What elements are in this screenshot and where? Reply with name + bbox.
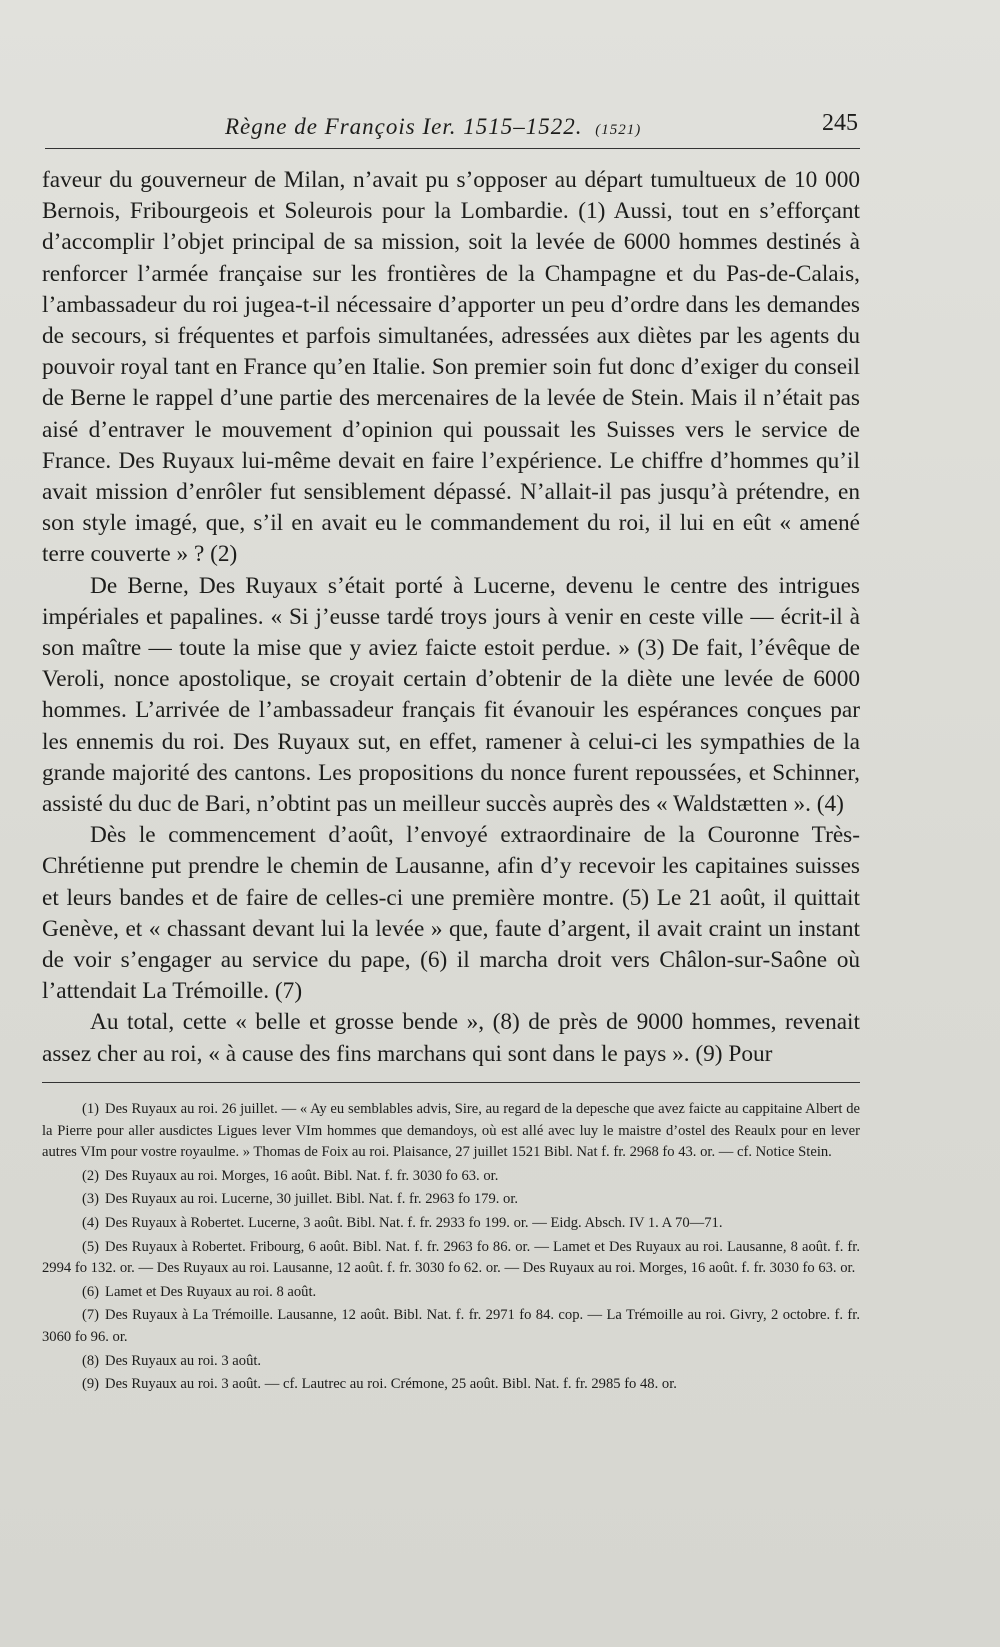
paragraph: faveur du gouverneur de Milan, n’avait pu s’opposer au départ tumultueux de 10 000 Bernois, Fribourgeois et Soleurois pour la Lombardie. (1) Aussi, tout en s’efforçant d’accomplir l’objet principal de sa mission, soit la levée de 6000 hommes destinés à renforcer l’armée française sur les frontières de la Champagne et du Pas-de-Calais, l’ambassadeur du roi jugea-t-il nécessaire d’apporter un peu d’ordre dans les demandes de secours, si fréquentes et parfois simultanées, adressées aux diètes par les agents du pouvoir royal tant en France qu’en Italie. Son premier soin fut donc d’exiger du conseil de Berne le rappel d’une partie des mercenaires de la levée de Stein. Mais il n’était pas aisé d’entraver le mouvement d’opinion qui poussait les Suisses vers le service de France. Des Ruyaux lui-même devait en faire l’expérience. Le chiffre d’hommes qu’il avait mission d’enrôler fut sensiblement dépassé. N’allait-il pas jusqu’à prétendre, en son style imagé, que, s’il en avait eu le commandement du roi, il lui en eût « amené terre couverte » ? (2): [42, 167, 860, 568]
running-title: [225, 114, 641, 140]
paragraph: De Berne, Des Ruyaux s’était porté à Lucerne, devenu le centre des intrigues impériales et papalines. « Si j’eusse tardé troys jours à venir en ceste ville — écrit-il à son maître — toute la mise que y aviez faicte estoit perdue. » (3) De fait, l’évêque de Veroli, nonce apostolique, se croyait certain d’obtenir de la diète une levée de 6000 hommes. L’arrivée de l’ambassadeur français fit évanouir les espérances conçues par les ennemis du roi. Des Ruyaux sut, en effet, ramener à celui-ci les sympathies de la grande majorité des cantons. Les propositions du nonce furent repoussées, et Schinner, assisté du duc de Bari, n’obtint pas un meilleur succès auprès des « Waldstætten ». (4): [42, 572, 860, 818]
header-year-note: (1521): [595, 122, 642, 138]
page-number: 245: [822, 110, 858, 136]
footnote-number: (1): [82, 1101, 100, 1117]
footnote-number: (9): [82, 1376, 100, 1393]
footnote: [42, 1374, 860, 1396]
body-text: [42, 165, 860, 1070]
footnote-number: (6): [82, 1283, 100, 1300]
footnote-text: Des Ruyaux à Robertet. Lucerne, 3 août. Bibl. Nat. f. fr. 2933 fo 199. or. — Eidg. Absch. IV 1. A 70—71.: [105, 1214, 723, 1231]
footnote: [42, 1099, 860, 1164]
header-title: Règne de François Ier. 1515–1522.: [225, 114, 583, 139]
paragraph: Dès le commencement d’août, l’envoyé extraordinaire de la Couronne Très-Chrétienne put prendre le chemin de Lausanne, afin d’y recevoir les capitaines suisses et leurs bandes et de faire de celles-ci une première montre. (5) Le 21 août, il quittait Genève, et « chassant devant lui la levée » que, faute d’argent, il avait craint un instant de voir s’engager au service du pape, (6) il marcha droit vers Châlon-sur-Saône où l’attendait La Trémoille. (7): [42, 822, 860, 1005]
footnote: [42, 1237, 860, 1280]
running-header: [45, 108, 860, 149]
footnote-number: (3): [82, 1191, 100, 1208]
footnote-text: Des Ruyaux au roi. 26 juillet. — « Ay eu semblables advis, Sire, au regard de la depesche que avez faicte au cappitaine Albert de la Pierre pour aller ausdictes Ligues lever VIm hommes que demandoys, où est allé avec luy le maistre d’ostel des Reaulx pour en lever autres VIm pour vostre royaulme. » Thomas de Foix au roi. Plaisance, 27 juillet 1521 Bibl. Nat f. fr. 2968 fo 43. or. — cf. Notice Stein.: [42, 1101, 860, 1161]
footnote-text: Des Ruyaux à Robertet. Fribourg, 6 août. Bibl. Nat. f. fr. 2963 fo 86. or. — Lamet et Des Ruyaux au roi. Lausanne, 8 août. f. fr. 2994 fo 132. or. — Des Ruyaux au roi. Lausanne, 12 août. f. fr. 3030 fo 62. or. — Des Ruyaux au roi. Morges, 16 août. f. fr. 3030 fo 63. or.: [42, 1238, 860, 1277]
footnote: [42, 1189, 860, 1211]
footnote: [42, 1282, 860, 1304]
footnote-text: Des Ruyaux à La Trémoille. Lausanne, 12 août. Bibl. Nat. f. fr. 2971 fo 84. cop. — La Trémoille au roi. Givry, 2 octobre. f. fr. 3060 fo 96. or.: [42, 1307, 860, 1345]
footnote-text: Des Ruyaux au roi. 3 août. — cf. Lautrec au roi. Crémone, 25 août. Bibl. Nat. f. fr. 2985 fo 48. or.: [105, 1376, 677, 1393]
footnote-text: Des Ruyaux au roi. Lucerne, 30 juillet. Bibl. Nat. f. fr. 2963 fo 179. or.: [105, 1191, 519, 1208]
footnote-text: Des Ruyaux au roi. 3 août.: [105, 1352, 262, 1369]
footnote-number: (4): [82, 1214, 100, 1231]
footnote: [42, 1213, 860, 1235]
paragraph: Au total, cette « belle et grosse bende », (8) de près de 9000 hommes, revenait assez cher au roi, « à cause des fins marchans qui sont dans le pays ». (9) Pour: [42, 1009, 860, 1067]
footnote: [42, 1305, 860, 1348]
footnote-text: Lamet et Des Ruyaux au roi. 8 août.: [105, 1283, 317, 1300]
footnote: [42, 1166, 860, 1188]
footnotes: [42, 1082, 860, 1398]
footnote-text: Des Ruyaux au roi. Morges, 16 août. Bibl. Nat. f. fr. 3030 fo 63. or.: [105, 1167, 499, 1184]
footnote-number: (2): [82, 1167, 100, 1184]
footnote-number: (5): [82, 1238, 100, 1255]
footnote: [42, 1351, 860, 1373]
footnote-number: (8): [82, 1352, 100, 1369]
footnote-number: (7): [82, 1307, 100, 1324]
